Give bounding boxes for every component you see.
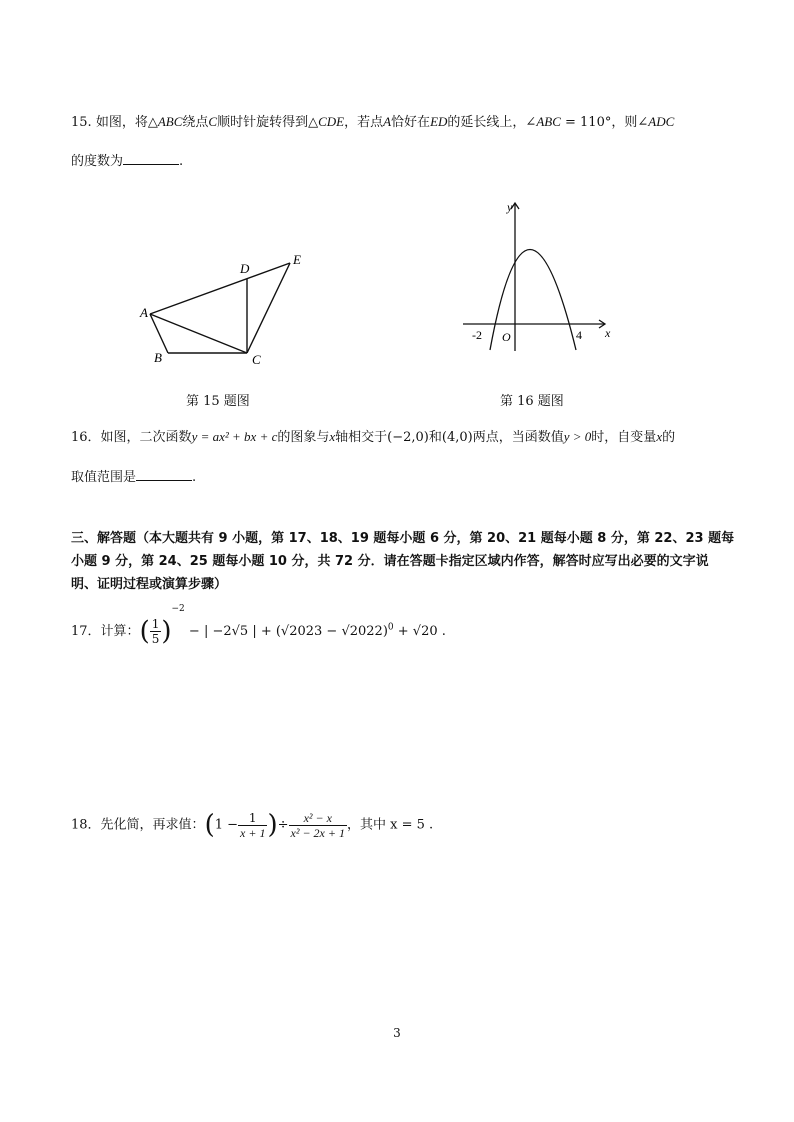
label-origin: O [502, 330, 511, 344]
answer-blank [136, 468, 192, 481]
label-c: C [252, 352, 261, 367]
label-e: E [293, 252, 301, 267]
page-number: 3 [393, 1026, 401, 1040]
label-neg2: -2 [472, 328, 482, 342]
label-x: x [605, 326, 611, 340]
label-a: A [140, 305, 148, 320]
q17: 17．计算：( $\frac{1}{5}$ )$^{-2}$ − | −2√5 | + $(√2023 - √2022)^0 + √20$ . [71, 604, 446, 647]
caption-fig16: 第 16 题图 [500, 394, 564, 409]
label-4: 4 [576, 328, 582, 342]
label-b: B [154, 350, 162, 365]
section3-line1: 三、解答题（本大题共有 9 小题，第 17、18、19 题每小题 6 分，第 20、21 题每小题 8 分，第 22、23 题每 [71, 531, 735, 546]
q18-fraction-1: $\frac{1}{x + 1}$ [240, 810, 266, 840]
label-y: y [507, 200, 513, 214]
label-d: D [240, 261, 250, 276]
q17-fraction: $\frac{1}{5}$ [151, 617, 160, 646]
q15-line2: 的度数为 . [71, 154, 184, 169]
section3-line2: 小题 9 分，第 24、25 题每小题 10 分，共 72 分．请在答题卡指定区域内作答，解答时应写出必要的文字说 [71, 554, 709, 569]
figure-16 [455, 195, 625, 355]
q18: 18．先化简，再求值：(1 − $\frac{1}{x + 1}$ )÷ $\frac{\text{x² − x}}{\text{x² − 2x + 1}}$ ，其中 x = 5 . [71, 810, 434, 840]
answer-blank [123, 152, 179, 165]
section3-line3: 明、证明过程或演算步骤） [71, 577, 228, 592]
q15-line1: 15. 如图，将△ABC绕点C顺时针旋转得到△CDE，若点A恰好在ED的延长线上，∠ABC = 110°，则∠ADC [71, 114, 675, 130]
q16-line1: 16．如图，二次函数y = ax² + bx + c的图象与x轴相交于(−2,0)和(4,0)两点，当函数值y > 0时，自变量x的 [71, 429, 676, 445]
q16-line2: 取值范围是 . [71, 470, 197, 485]
caption-fig15: 第 15 题图 [186, 394, 250, 409]
q18-fraction-2: $\frac{\text{x² − x}}{\text{x² − 2x + 1}}$ [290, 810, 345, 840]
figure-15 [130, 250, 320, 375]
